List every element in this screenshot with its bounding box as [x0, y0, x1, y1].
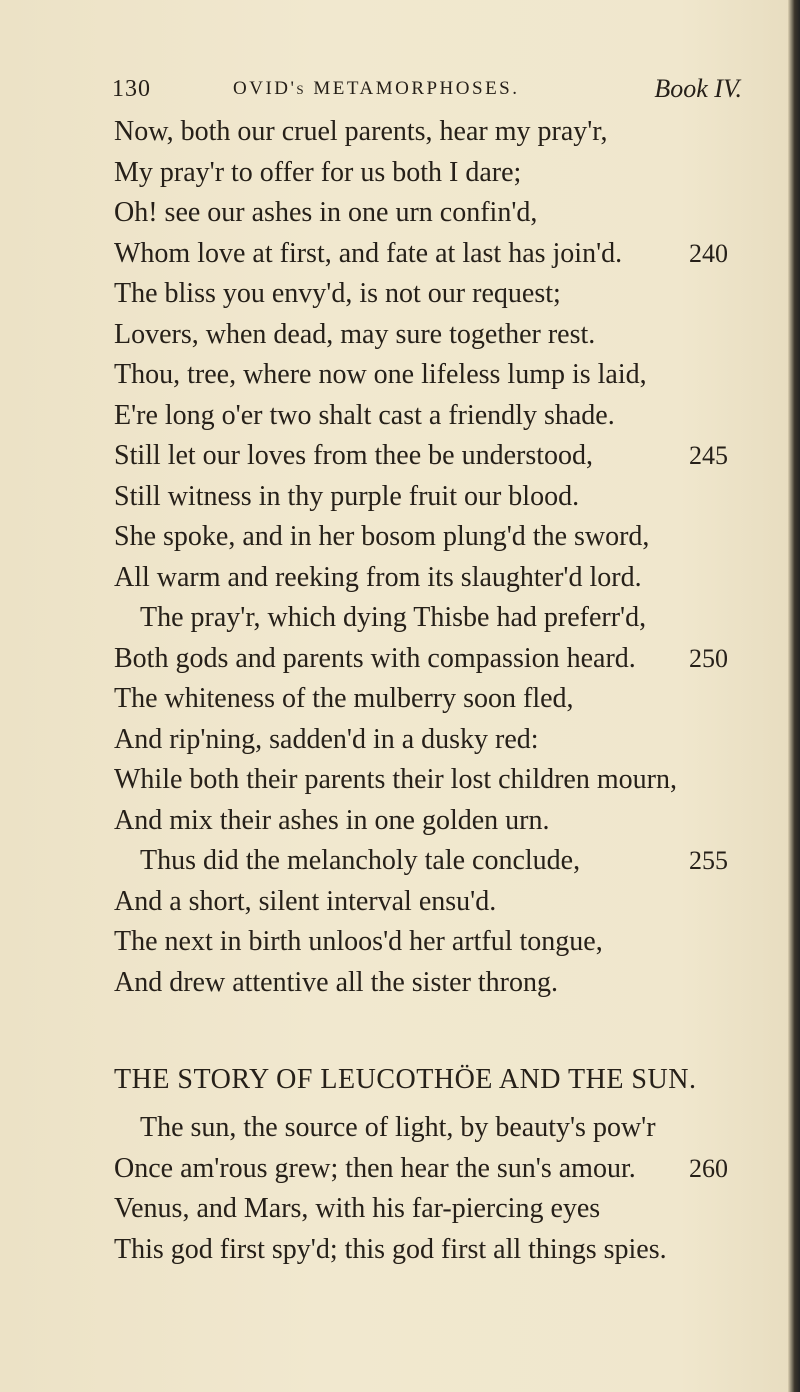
section-heading: THE STORY OF LEUCOTHÖE AND THE SUN. — [114, 1064, 697, 1095]
verse-line — [0, 1149, 800, 1189]
verse-line — [0, 841, 800, 881]
verse-line — [0, 477, 800, 517]
verse-line-text: Venus, and Mars, with his far-piercing eyes — [114, 1193, 601, 1224]
verse-line-text: And rip'ning, sadden'd in a dusky red: — [114, 723, 539, 755]
verse-line-text: Once am'rous grew; then hear the sun's amour. — [114, 1152, 636, 1184]
verse-line-text: Lovers, when dead, may sure together rest. — [114, 318, 596, 350]
verse-line — [0, 922, 800, 962]
verse-line-text: Thus did the melancholy tale conclude, — [140, 845, 581, 876]
verse-line — [0, 801, 800, 841]
verse-line — [0, 963, 800, 1003]
verse-line-text: And a short, silent interval ensu'd. — [114, 885, 497, 917]
verse-line-text: Thou, tree, where now one lifeless lump is laid, — [114, 359, 647, 390]
line-number: 240 — [689, 238, 728, 268]
verse-line-text: She spoke, and in her bosom plung'd the sword, — [114, 521, 650, 552]
verse-line-text: While both their parents their lost children mourn, — [114, 764, 677, 795]
verse-line — [0, 598, 800, 638]
verse-line — [0, 720, 800, 760]
verse-line — [0, 679, 800, 719]
verse-line-text: The whiteness of the mulberry soon fled, — [114, 683, 574, 714]
verse-line-text: E're long o'er two shalt cast a friendly shade. — [114, 399, 615, 431]
verse-line — [0, 112, 800, 152]
verse-line — [0, 1108, 800, 1148]
verse-line-text: The pray'r, which dying Thisbe had preferr'd, — [140, 602, 647, 633]
line-number: 260 — [689, 1153, 728, 1183]
verse-line-text: And mix their ashes in one golden urn. — [114, 804, 550, 836]
line-number: 245 — [689, 441, 728, 470]
verse-line-text: The bliss you envy'd, is not our request; — [114, 278, 561, 309]
verse-line-text: Both gods and parents with compassion heard. — [114, 642, 636, 674]
verse-line-text: My pray'r to offer for us both I dare; — [114, 156, 522, 188]
verse-line-text: Whom love at first, and fate at last has join'd. — [114, 237, 623, 269]
verse-line — [0, 274, 800, 314]
verse-line-text: Still witness in thy purple fruit our blood. — [114, 480, 580, 512]
page-number: 130 — [112, 76, 151, 102]
verse-line — [0, 193, 800, 233]
running-header — [112, 76, 742, 116]
verse-line — [0, 1230, 800, 1270]
verse-line-text: All warm and reeking from its slaughter'd lord. — [114, 561, 642, 593]
verse-line — [0, 153, 800, 193]
line-number: 255 — [689, 846, 728, 875]
verse-line-text: The next in birth unloos'd her artful tongue, — [114, 926, 603, 957]
verse-line — [0, 315, 800, 355]
verse-line — [0, 517, 800, 557]
book-label: Book IV. — [654, 74, 742, 103]
verse-line-text: And drew attentive all the sister throng. — [114, 966, 558, 998]
verse-line — [0, 1189, 800, 1229]
verse-line — [0, 558, 800, 598]
line-number: 250 — [689, 643, 728, 673]
verse-line — [0, 882, 800, 922]
verse-line-text: This god first spy'd; this god first all things spies. — [114, 1233, 667, 1265]
verse-line-text: Oh! see our ashes in one urn confin'd, — [114, 197, 538, 228]
verse-line-text: Now, both our cruel parents, hear my pray'r, — [114, 116, 608, 147]
verse-line — [0, 234, 800, 274]
verse-line — [0, 396, 800, 436]
running-title: OVID's METAMORPHOSES. — [233, 78, 520, 99]
verse-line-text: Still let our loves from thee be understood, — [114, 440, 594, 471]
verse-line — [0, 355, 800, 395]
verse-line — [0, 760, 800, 800]
verse-line — [0, 436, 800, 476]
verse-line-text: The sun, the source of light, by beauty's pow'r — [140, 1112, 656, 1143]
verse-line — [0, 639, 800, 679]
